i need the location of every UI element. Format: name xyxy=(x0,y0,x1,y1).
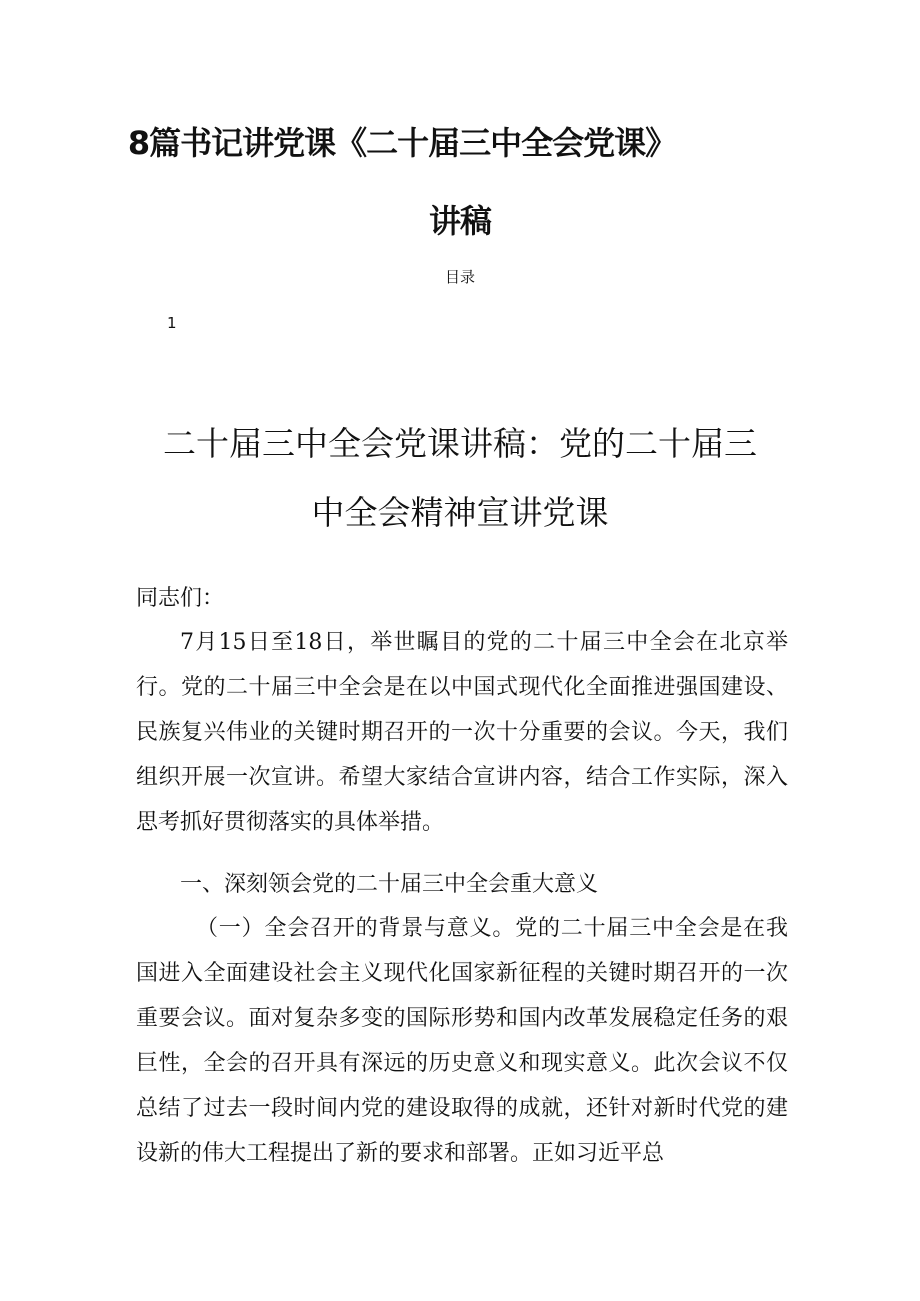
toc-label: 目录 xyxy=(444,268,475,286)
toc-entry-number: 1 xyxy=(167,314,177,332)
paragraph-intro: 7月15日至18日，举世瞩目的党的二十届三中全会在北京举行。党的二十届三中全会是在以中国式现代化全面推进强国建设、民族复兴伟业的关键时期召开的一次十分重要的会议。今天，我们组织开展一次宣讲。希望大家结合宣讲内容，结合工作实际，深入思考抓好贯彻落实的具体举措。 xyxy=(136,630,788,835)
section-title-line1: 二十届三中全会党课讲稿：党的二十届三 xyxy=(163,424,757,463)
section-heading-1: 一、深刻领会党的二十届三中全会重大意义 xyxy=(180,872,599,897)
greeting: 同志们： xyxy=(136,586,225,611)
main-title-line1: 8篇书记讲党课《二十届三中全会党课》 xyxy=(127,124,677,162)
paragraph-background: （一）全会召开的背景与意义。党的二十届三中全会是在我国进入全面建设社会主义现代化国家新征程的关键时期召开的一次重要会议。面对复杂多变的国际形势和国内改革发展稳定任务的艰巨性，全会的召开具有深远的历史意义和现实意义。此次会议不仅总结了过去一段时间内党的建设取得的成就，还针对新时代党的建设新的伟大工程提出了新的要求和部署。正如习近平总 xyxy=(136,916,788,1166)
section-title-line2: 中全会精神宣讲党课 xyxy=(311,493,609,532)
main-title-line2: 讲稿 xyxy=(428,202,491,240)
